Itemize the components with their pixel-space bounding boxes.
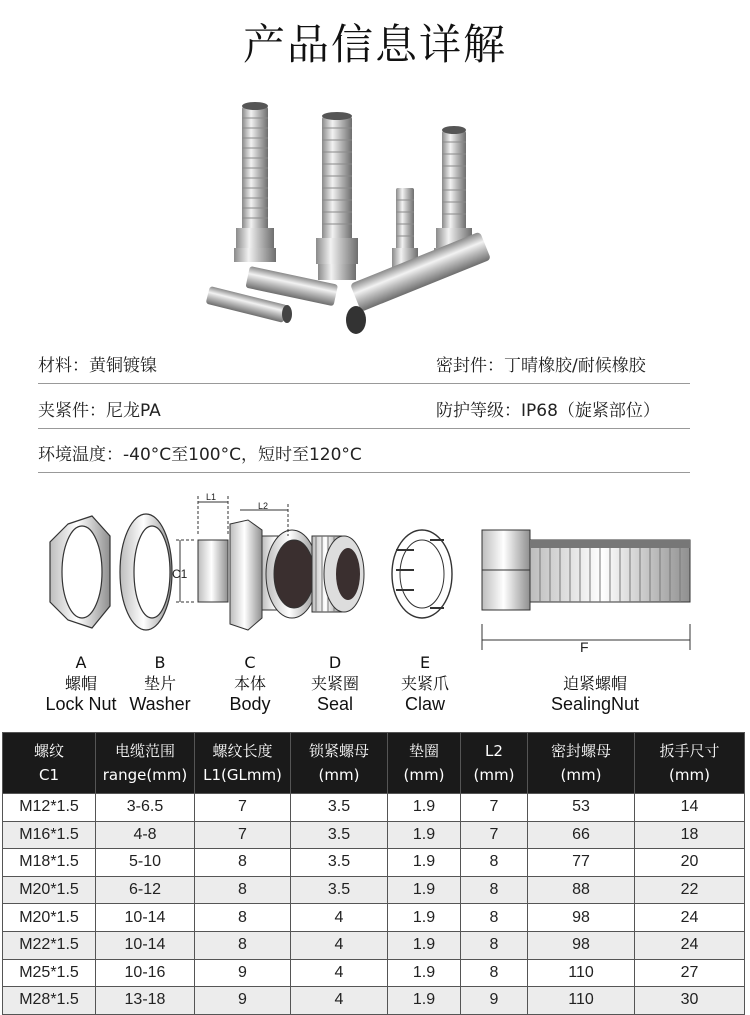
part-label-a (36, 652, 126, 715)
page-title: 产品信息详解 (242, 20, 507, 69)
table-row (3, 876, 745, 904)
table-cell: 14 (635, 794, 745, 822)
table-cell: 7 (461, 821, 528, 849)
part-label-d (290, 652, 380, 715)
gland-7 (346, 232, 491, 334)
table-cell: 4 (291, 987, 388, 1015)
spec-row-1 (38, 345, 690, 384)
table-cell: 8 (195, 931, 291, 959)
table-body (3, 794, 745, 1015)
table-cell: 10-16 (96, 959, 195, 987)
table-cell: 27 (635, 959, 745, 987)
table-cell: 1.9 (388, 987, 461, 1015)
table-cell: 3-6.5 (96, 794, 195, 822)
table-row (3, 959, 745, 987)
table-cell: M18*1.5 (3, 849, 96, 877)
gland-1 (234, 102, 276, 262)
table-cell: 1.9 (388, 821, 461, 849)
table-row (3, 794, 745, 822)
table-cell: 98 (528, 904, 635, 932)
part-en: Claw (404, 694, 445, 714)
part-label-b (120, 652, 200, 715)
table-cell: 4-8 (96, 821, 195, 849)
table-cell: 7 (195, 821, 291, 849)
part-en: Washer (129, 694, 191, 714)
table-cell: 22 (635, 876, 745, 904)
product-photo (190, 88, 560, 348)
table-cell: 3.5 (291, 821, 388, 849)
table-cell: 7 (461, 794, 528, 822)
table-cell: M28*1.5 (3, 987, 96, 1015)
part-en: SealingNut (550, 694, 640, 714)
table-cell: 10-14 (96, 931, 195, 959)
part-letter: C (244, 653, 256, 672)
table-cell: 9 (195, 959, 291, 987)
table-cell: 3.5 (291, 849, 388, 877)
table-cell: 88 (528, 876, 635, 904)
table-cell: 8 (195, 849, 291, 877)
part-cn: 本体 (233, 674, 266, 693)
header-cell: L2 (mm) (461, 733, 528, 794)
part-letter: A (75, 653, 87, 672)
table-cell: 8 (195, 904, 291, 932)
table-cell: 110 (528, 987, 635, 1015)
seal-drawing (312, 536, 364, 612)
table-header-row (3, 733, 745, 794)
body-drawing (176, 496, 318, 630)
part-cn: 垫片 (143, 674, 176, 693)
part-letter: B (154, 653, 166, 672)
table-cell: 3.5 (291, 794, 388, 822)
header-cell: 密封螺母 (mm) (528, 733, 635, 794)
part-en: Seal (316, 694, 354, 714)
table-cell: 24 (635, 931, 745, 959)
part-label-c (210, 652, 290, 715)
table-cell: M25*1.5 (3, 959, 96, 987)
table-cell: M16*1.5 (3, 821, 96, 849)
table-cell: 53 (528, 794, 635, 822)
table-cell: M20*1.5 (3, 904, 96, 932)
table-cell: M20*1.5 (3, 876, 96, 904)
part-cn: 螺帽 (64, 674, 97, 693)
table-cell: 1.9 (388, 794, 461, 822)
table-row (3, 987, 745, 1015)
gland-2 (316, 112, 358, 280)
header-cell: 螺纹长度 L1(GLmm) (195, 733, 291, 794)
header-cell: 垫圈 (mm) (388, 733, 461, 794)
dim-f: F (580, 639, 589, 655)
part-letter: E (419, 653, 431, 672)
part-cn: 迫紧螺帽 (562, 674, 627, 693)
table-cell: 8 (461, 959, 528, 987)
lock-nut-drawing (50, 516, 110, 628)
table-cell: 1.9 (388, 931, 461, 959)
table-row (3, 849, 745, 877)
header-cell: 螺纹 C1 (3, 733, 96, 794)
spec-temperature: 环境温度：-40°C至100°C，短时至120°C (38, 445, 362, 465)
table-cell: 6-12 (96, 876, 195, 904)
table-cell: 4 (291, 959, 388, 987)
table-cell: 1.9 (388, 849, 461, 877)
table-cell: 13-18 (96, 987, 195, 1015)
spec-row-3 (38, 434, 690, 473)
spec-row-2 (38, 390, 690, 429)
table-cell: 9 (195, 987, 291, 1015)
table-row (3, 904, 745, 932)
table-cell: 1.9 (388, 904, 461, 932)
table-cell: 18 (635, 821, 745, 849)
table-cell: 10-14 (96, 904, 195, 932)
table-cell: 3.5 (291, 876, 388, 904)
part-cn: 夹紧圈 (310, 674, 359, 693)
sealing-nut-drawing (482, 530, 690, 650)
table-row (3, 931, 745, 959)
spec-protection: 防护等级：IP68（旋紧部位） (436, 401, 660, 421)
part-label-sealing-nut (535, 673, 655, 715)
table-cell: 20 (635, 849, 745, 877)
part-letter: D (328, 653, 342, 672)
table-cell: 66 (528, 821, 635, 849)
table-row (3, 821, 745, 849)
part-label-e (380, 652, 470, 715)
table-cell: 8 (461, 931, 528, 959)
table-cell: 110 (528, 959, 635, 987)
table-cell: 9 (461, 987, 528, 1015)
table-cell: 8 (461, 904, 528, 932)
table-cell: 1.9 (388, 959, 461, 987)
table-cell: 8 (461, 876, 528, 904)
table-cell: 30 (635, 987, 745, 1015)
table-cell: 98 (528, 931, 635, 959)
dim-l1: L1 (206, 492, 217, 502)
part-en: Body (229, 694, 271, 714)
spec-clamp: 夹紧件：尼龙PA (38, 401, 161, 421)
header-cell: 锁紧螺母 (mm) (291, 733, 388, 794)
table-cell: 4 (291, 904, 388, 932)
table-cell: M22*1.5 (3, 931, 96, 959)
part-cn: 夹紧爪 (400, 674, 449, 693)
table-cell: 8 (461, 849, 528, 877)
dim-c1: C1 (172, 567, 188, 581)
header-cell: 电缆范围 range(mm) (96, 733, 195, 794)
table-cell: 7 (195, 794, 291, 822)
part-en: Lock Nut (45, 694, 117, 714)
table-cell: 4 (291, 931, 388, 959)
spec-seal: 密封件：丁晴橡胶/耐候橡胶 (436, 356, 646, 376)
table-cell: M12*1.5 (3, 794, 96, 822)
spec-material: 材料：黄铜镀镍 (38, 356, 157, 376)
table-cell: 77 (528, 849, 635, 877)
table-cell: 5-10 (96, 849, 195, 877)
dim-l2: L2 (258, 501, 269, 511)
claw-drawing (392, 530, 452, 618)
header-cell: 扳手尺寸 (mm) (635, 733, 745, 794)
table-cell: 24 (635, 904, 745, 932)
table-cell: 8 (195, 876, 291, 904)
washer-drawing (120, 514, 172, 630)
specs-table (2, 732, 745, 1015)
table-cell: 1.9 (388, 876, 461, 904)
